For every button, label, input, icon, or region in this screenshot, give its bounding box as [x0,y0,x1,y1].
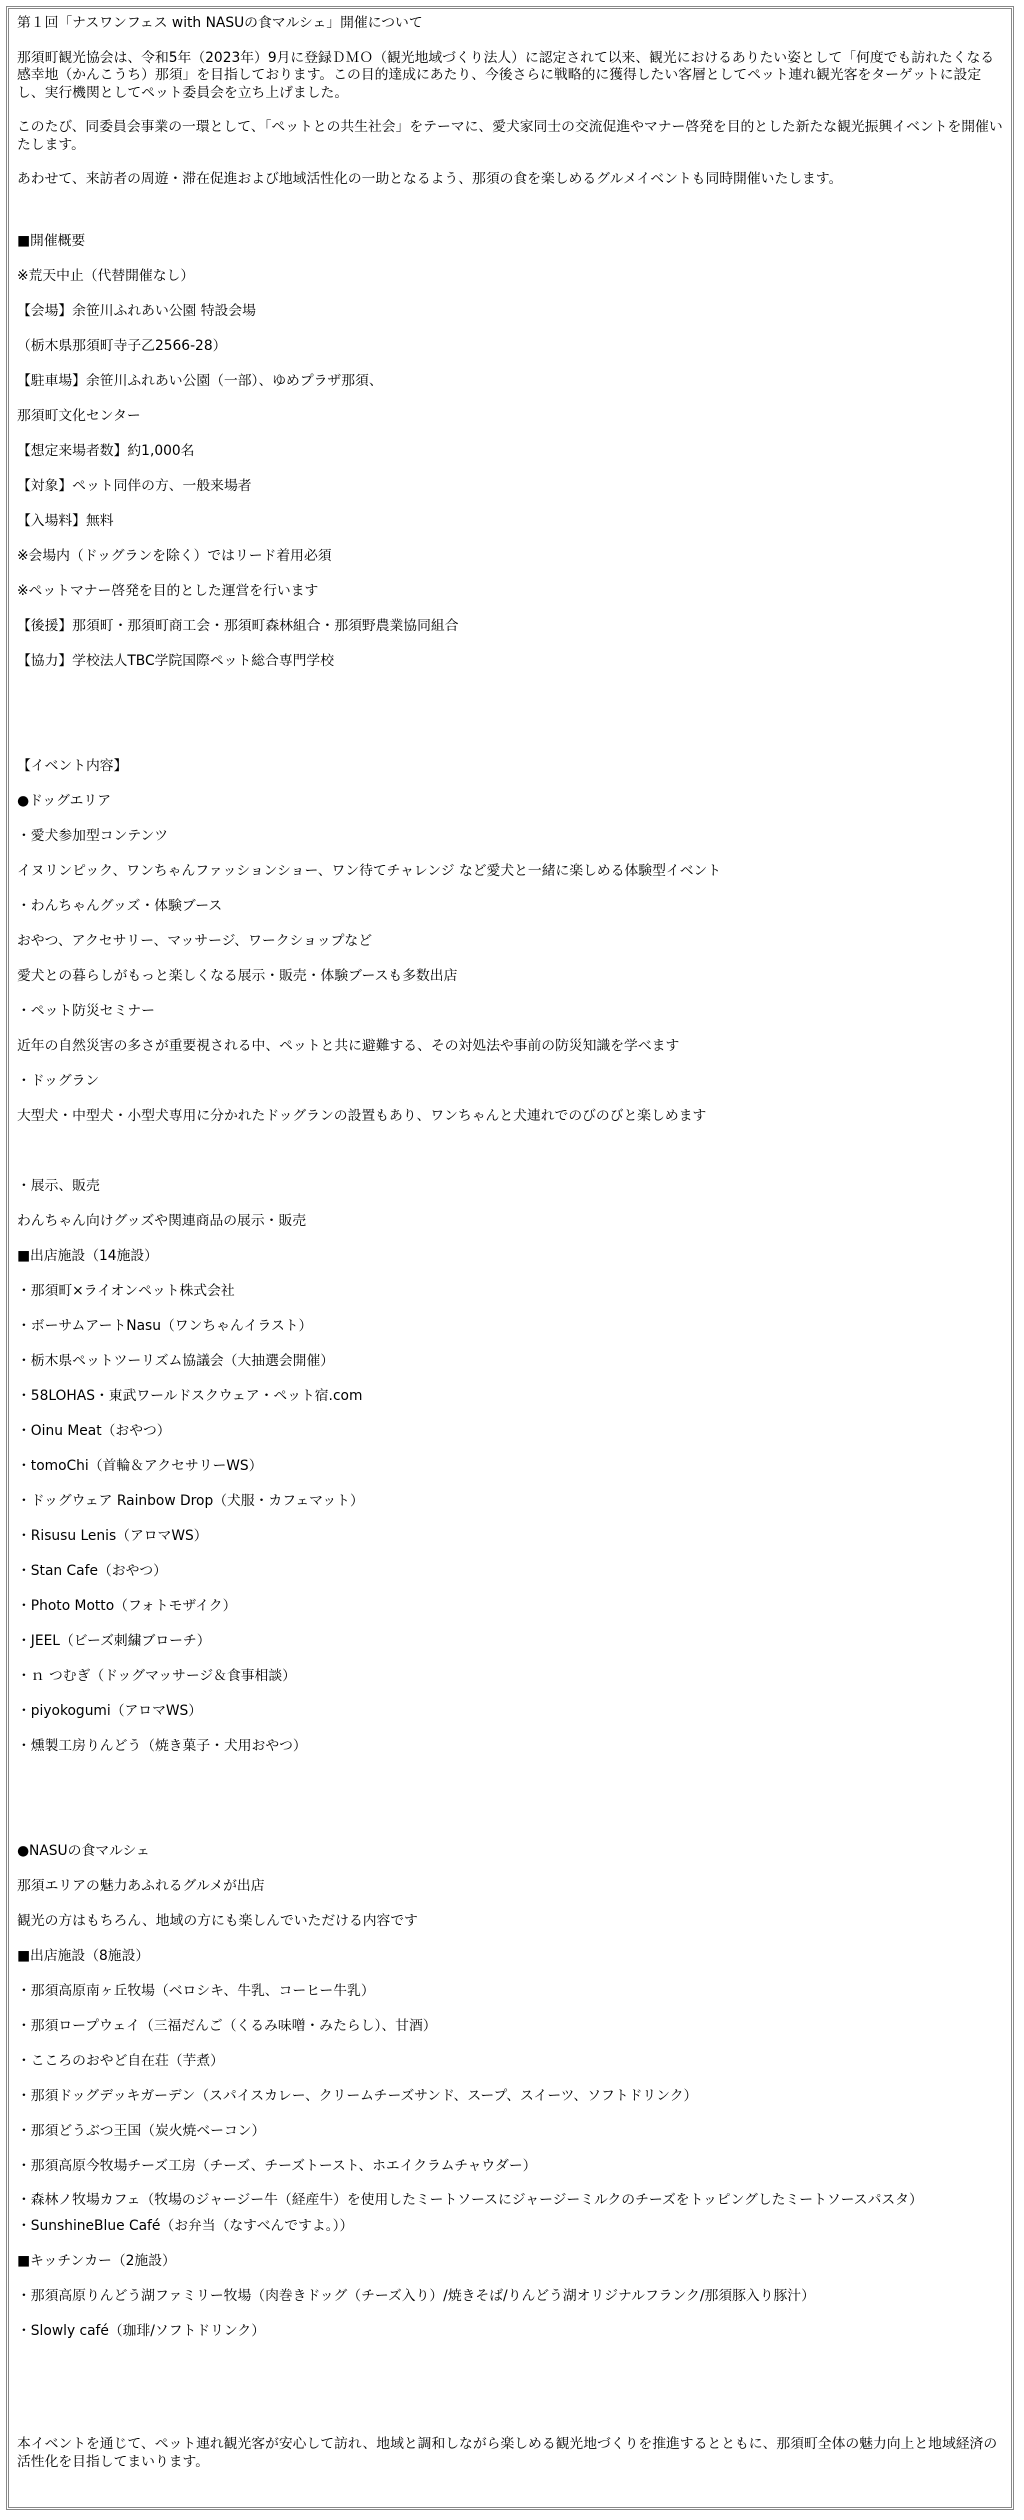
overview-line: （栃木県那須町寺子乙2566-28） [17,337,227,354]
shop-item: ・Photo Motto（フォトモザイク） [17,1597,237,1614]
shop-item: ・Risusu Lenis（アロマWS） [17,1527,208,1544]
dog-area-line: おやつ、アクセサリー、マッサージ、ワークショップなど [17,932,372,949]
marche-item: ・那須ロープウェイ（三福だんご（くるみ味噌・みたらし）、甘酒） [17,2017,437,2034]
dog-area-line: ・ペット防災セミナー [17,1002,155,1019]
dog-area-line: イヌリンピック、ワンちゃんファッションショー、ワン待てチャレンジ など愛犬と一緒に楽しめる体験型イベント [17,862,722,879]
shop-item: ・ｎ つむぎ（ドッグマッサージ＆食事相談） [17,1667,296,1684]
dog-area-line: ・展示、販売 [17,1177,100,1194]
shop-item: ・Stan Cafe（おやつ） [17,1562,167,1579]
spacer [17,714,1003,749]
marche-item: ・SunshineBlue Café（お弁当（なすべんですよ。）） [17,2218,354,2234]
marche-item: ・こころのおやど自在荘（芋煮） [17,2052,224,2069]
shop-item: ・燻製工房りんどう（焼き菓子・犬用おやつ） [17,1737,307,1754]
overview-line: 【駐車場】余笹川ふれあい公園（一部）、ゆめプラザ那須、 [17,372,383,389]
overview-line: 【対象】ペット同伴の方、一般来場者 [17,477,252,494]
closing-paragraph: 本イベントを通じて、ペット連れ観光客が安心して訪れ、地域と調和しながら楽しめる観光地づくりを推進するとともに、那須町全体の魅力向上と地域経済の活性化を目指してまいります。 [17,2436,998,2470]
marche-item: ・那須ドッグデッキガーデン（スパイスカレー、クリームチーズサンド、スープ、スイーツ、ソフトドリンク） [17,2087,698,2104]
kitchen-car-heading: ■キッチンカー（2施設） [17,2253,176,2269]
overview-line: 【後援】那須町・那須町商工会・那須町森林組合・那須野農業協同組合 [17,617,459,634]
shop-item: ・ボーサムアートNasu（ワンちゃんイラスト） [17,1317,313,1334]
dog-area-line: 愛犬との暮らしがもっと楽しくなる展示・販売・体験ブースも多数出店 [17,967,458,984]
shop-item: ・栃木県ペットツーリズム協議会（大抽選会開催） [17,1352,335,1369]
shop-item: ・tomoChi（首輪＆アクセサリーWS） [17,1457,263,1474]
shop-item: ・那須町×ライオンペット株式会社 [17,1282,235,1299]
intro-paragraph-3: あわせて、来訪者の周遊・滞在促進および地域活性化の一助となるよう、那須の食を楽しめるグルメイベントも同時開催いたします。 [17,171,843,187]
marche-line: 観光の方はもちろん、地域の方にも楽しんでいただける内容です [17,1912,418,1929]
shop-item: ・ドッグウェア Rainbow Drop（犬服・カフェマット） [17,1492,364,1509]
dog-area-line: ・ドッグラン [17,1072,100,1089]
marche-item: ・那須どうぶつ王国（炭火焼ベーコン） [17,2122,266,2139]
marche-line: 那須エリアの魅力あふれるグルメが出店 [17,1877,265,1894]
shop-item: ・Oinu Meat（おやつ） [17,1422,171,1439]
marche-item-long: ・森林ノ牧場カフェ（牧場のジャージー牛（経産牛）を使用したミートソースにジャージーミルクのチーズをトッピングしたミートソースパスタ） [17,2191,923,2208]
spacer [17,189,1003,224]
kitchen-car-item: ・Slowly café（珈琲/ソフトドリンク） [17,2323,266,2339]
marche-shops-heading: ■出店施設（8施設） [17,1947,150,1964]
overview-line: 【入場料】無料 [17,512,114,529]
dog-area-heading: ●ドッグエリア [17,792,111,809]
shops-heading: ■出店施設（14施設） [17,1247,158,1264]
shop-item: ・JEEL（ビーズ刺繍ブローチ） [17,1632,211,1649]
marche-item: ・那須高原南ヶ丘牧場（ベロシキ、牛乳、コーヒー牛乳） [17,1982,375,1999]
spacer [17,2384,1003,2419]
shop-item: ・58LOHAS・東武ワールドスクウェア・ペット宿.com [17,1387,363,1404]
shop-item: ・piyokogumi（アロマWS） [17,1702,203,1719]
overview-line: 【協力】学校法人TBC学院国際ペット総合専門学校 [17,652,335,669]
dog-area-line: 大型犬・中型犬・小型犬専用に分かれたドッグランの設置もあり、ワンちゃんと犬連れでのびのびと楽しめます [17,1107,707,1124]
marche-item: ・那須高原今牧場チーズ工房（チーズ、チーズトースト、ホエイクラムチャウダー） [17,2157,537,2174]
dog-area-line: ・愛犬参加型コンテンツ [17,827,169,844]
overview-line: ※会場内（ドッグランを除く）ではリード着用必須 [17,547,332,564]
spacer [17,2349,1003,2384]
intro-paragraph-2: このたび、同委員会事業の一環として、「ペットとの共生社会」をテーマに、愛犬家同士の交流促進やマナー啓発を目的とした新たな観光振興イベントを開催いたします。 [17,119,1003,153]
spacer [17,1134,1003,1169]
spacer [17,679,1003,714]
spacer [17,1764,1003,1799]
overview-line: 【想定来場者数】約1,000名 [17,442,195,459]
marche-heading: ●NASUの食マルシェ [17,1842,150,1859]
dog-area-line: 近年の自然災害の多さが重要視される中、ペットと共に避難する、その対処法や事前の防災知識を学べます [17,1037,680,1054]
page-title: 第１回「ナスワンフェス with NASUの食マルシェ」開催について [17,15,423,31]
overview-heading: ■開催概要 [17,232,86,249]
document-frame [6,6,1014,2510]
overview-line: 【会場】余笹川ふれあい公園 特設会場 [17,302,256,319]
spacer [17,1799,1003,1834]
overview-line: ※ペットマナー啓発を目的とした運営を行います [17,582,319,599]
dog-area-line: わんちゃん向けグッズや関連商品の展示・販売 [17,1212,307,1229]
kitchen-car-item: ・那須高原りんどう湖ファミリー牧場（肉巻きドッグ（チーズ入り）/焼きそば/りんどう湖オリジナルフランク/那須豚入り豚汁） [17,2288,815,2304]
overview-line: ※荒天中止（代替開催なし） [17,267,195,284]
dog-area-line: ・わんちゃんグッズ・体験ブース [17,897,223,914]
events-heading: 【イベント内容】 [17,757,128,774]
overview-line: 那須町文化センター [17,407,141,424]
intro-paragraph-1: 那須町観光協会は、令和5年（2023年）9月に登録ＤＭＯ（観光地域づくり法人）に認定されて以来、観光におけるありたい姿として「何度でも訪れたくなる感幸地（かんこうち）那須」を目指しております。この目的達成にあたり、今後さらに戦略的に獲得したい客層としてペット連れ観光客をターゲットに設定し、実行機関としてペット委員会を立ち上げました。 [17,49,995,101]
